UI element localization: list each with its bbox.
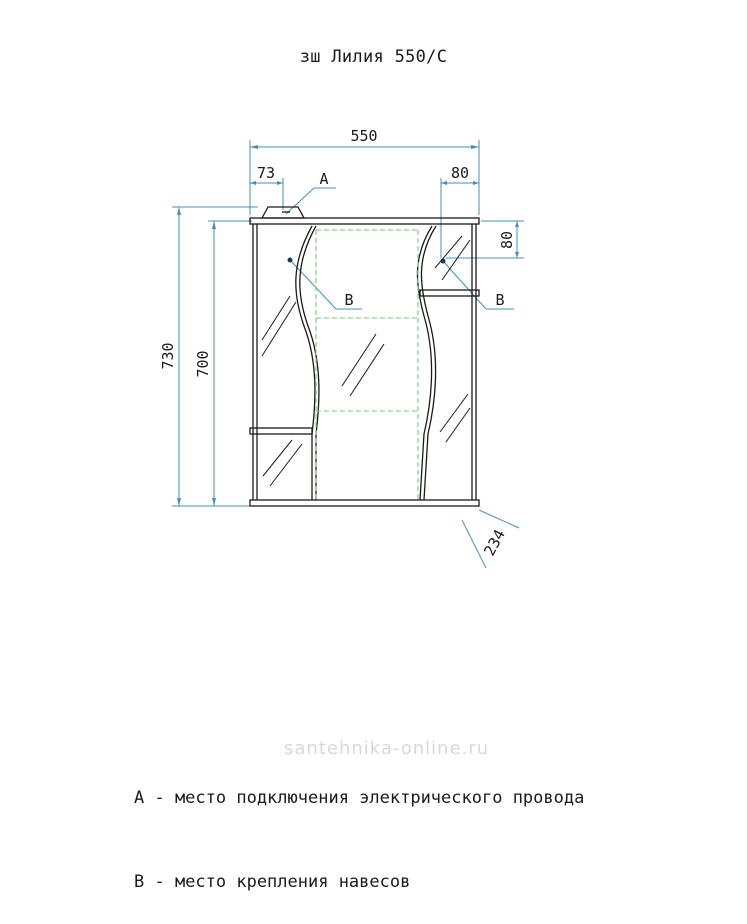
legend [134, 728, 584, 924]
reflection-center-2 [350, 344, 384, 396]
arrow-700-bottom [212, 498, 216, 506]
dim-line-234 [462, 520, 486, 568]
dim-text-80-vertical: 80 [498, 230, 516, 250]
mirror-reflections [262, 236, 470, 486]
dim-text-700: 700 [194, 350, 212, 378]
ext-line-234 [479, 510, 519, 528]
arrow-550-left [250, 145, 258, 149]
legend-line-b: В - место крепления навесов [134, 872, 411, 892]
right-wave-edge-inner [421, 226, 436, 500]
top-panel [250, 218, 479, 224]
left-shelf [250, 428, 312, 434]
cabinet-outline [250, 207, 479, 506]
dim-text-80-top: 80 [450, 164, 470, 182]
bottom-panel [250, 500, 479, 506]
dimension-lines [172, 140, 524, 568]
arrow-730-bottom [177, 498, 181, 506]
arrow-73-left [250, 181, 256, 185]
arrow-550-right [471, 145, 479, 149]
dim-text-730: 730 [159, 342, 177, 370]
reflection-left-3 [263, 440, 292, 476]
watermark: santehnika-online.ru [284, 738, 490, 759]
right-wave-edge [417, 226, 432, 500]
marker-b-left: B [344, 291, 354, 309]
reflection-left-2 [262, 302, 296, 356]
dim-text-73: 73 [256, 164, 276, 182]
drawing-title: зш Лилия 550/С [299, 47, 448, 67]
marker-a: A [319, 170, 329, 188]
dim-text-550: 550 [350, 127, 378, 145]
arrow-730-top [177, 207, 181, 215]
mount-point-left [288, 258, 293, 263]
leader-b-right [443, 261, 486, 309]
arrow-80v-top [515, 221, 519, 227]
arrow-80-left [441, 181, 447, 185]
legend-line-a: А - место подключения электрического провода [134, 788, 585, 808]
dim-text-234: 234 [480, 526, 509, 559]
arrow-73-right [277, 181, 283, 185]
dimension-arrows [177, 145, 519, 506]
reflection-right-3 [440, 394, 468, 432]
arrow-80v-bottom [515, 252, 519, 258]
reflection-left-4 [270, 444, 302, 486]
marker-b-right: B [495, 291, 505, 309]
arrow-700-top [212, 221, 216, 229]
left-wave-edge [296, 226, 315, 500]
reflection-right-4 [446, 408, 470, 442]
reflection-right-1 [435, 236, 462, 268]
internal-dashed-lines [316, 230, 418, 500]
reflection-center-1 [342, 334, 376, 386]
reflection-right-2 [442, 240, 470, 280]
arrow-80-right [473, 181, 479, 185]
